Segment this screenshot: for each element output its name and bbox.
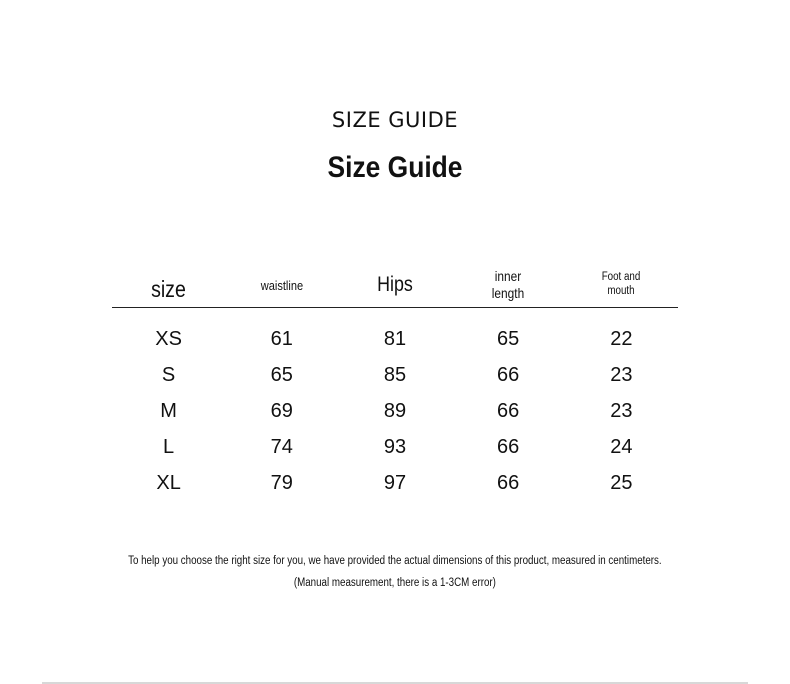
cell-hips: 81	[383, 328, 407, 350]
column-header-waistline: waistline	[260, 277, 303, 293]
cell-size: XS	[155, 328, 182, 350]
table-body	[112, 308, 678, 501]
cell-inner-length: 66	[497, 364, 520, 386]
cell-hips: 89	[383, 400, 407, 422]
error-note: (Manual measurement, there is a 1-3CM error)	[293, 577, 497, 589]
cell-size: M	[160, 400, 177, 422]
table-row	[112, 357, 678, 393]
cell-hips: 93	[383, 436, 407, 458]
cell-waistline: 74	[270, 436, 293, 458]
measurement-note: To help you choose the right size for you, we have provided the actual dimensions of this product, measured in centimeters.	[128, 555, 662, 567]
cell-foot-and-mouth: 25	[610, 472, 633, 494]
column-header-foot-and-mouth: Foot and mouth	[602, 270, 641, 297]
cell-inner-length: 66	[497, 472, 520, 494]
cell-waistline: 69	[270, 400, 293, 422]
cell-foot-and-mouth: 23	[610, 400, 633, 422]
cell-inner-length: 66	[497, 436, 520, 458]
cell-waistline: 79	[270, 472, 293, 494]
cell-foot-and-mouth: 24	[610, 436, 633, 458]
cell-inner-length: 65	[497, 328, 520, 350]
table-header	[112, 262, 678, 308]
table-row	[112, 429, 678, 465]
size-table	[112, 262, 678, 501]
page-subtitle: SIZE GUIDE	[331, 108, 459, 132]
cell-hips: 85	[383, 364, 407, 386]
cell-waistline: 65	[270, 364, 293, 386]
table-row	[112, 321, 678, 357]
cell-waistline: 61	[270, 328, 293, 350]
cell-size: XL	[156, 472, 181, 494]
column-header-hips: Hips	[377, 272, 413, 296]
page-title: Size Guide	[327, 151, 463, 184]
cell-inner-length: 66	[497, 400, 520, 422]
cell-size: L	[163, 436, 175, 458]
cell-size: S	[161, 364, 176, 386]
cell-foot-and-mouth: 22	[610, 328, 633, 350]
cell-foot-and-mouth: 23	[610, 364, 633, 386]
table-row	[112, 393, 678, 429]
cell-hips: 97	[383, 472, 407, 494]
column-header-inner-length: inner length	[491, 267, 525, 301]
table-row	[112, 465, 678, 501]
column-header-size: size	[151, 275, 186, 302]
